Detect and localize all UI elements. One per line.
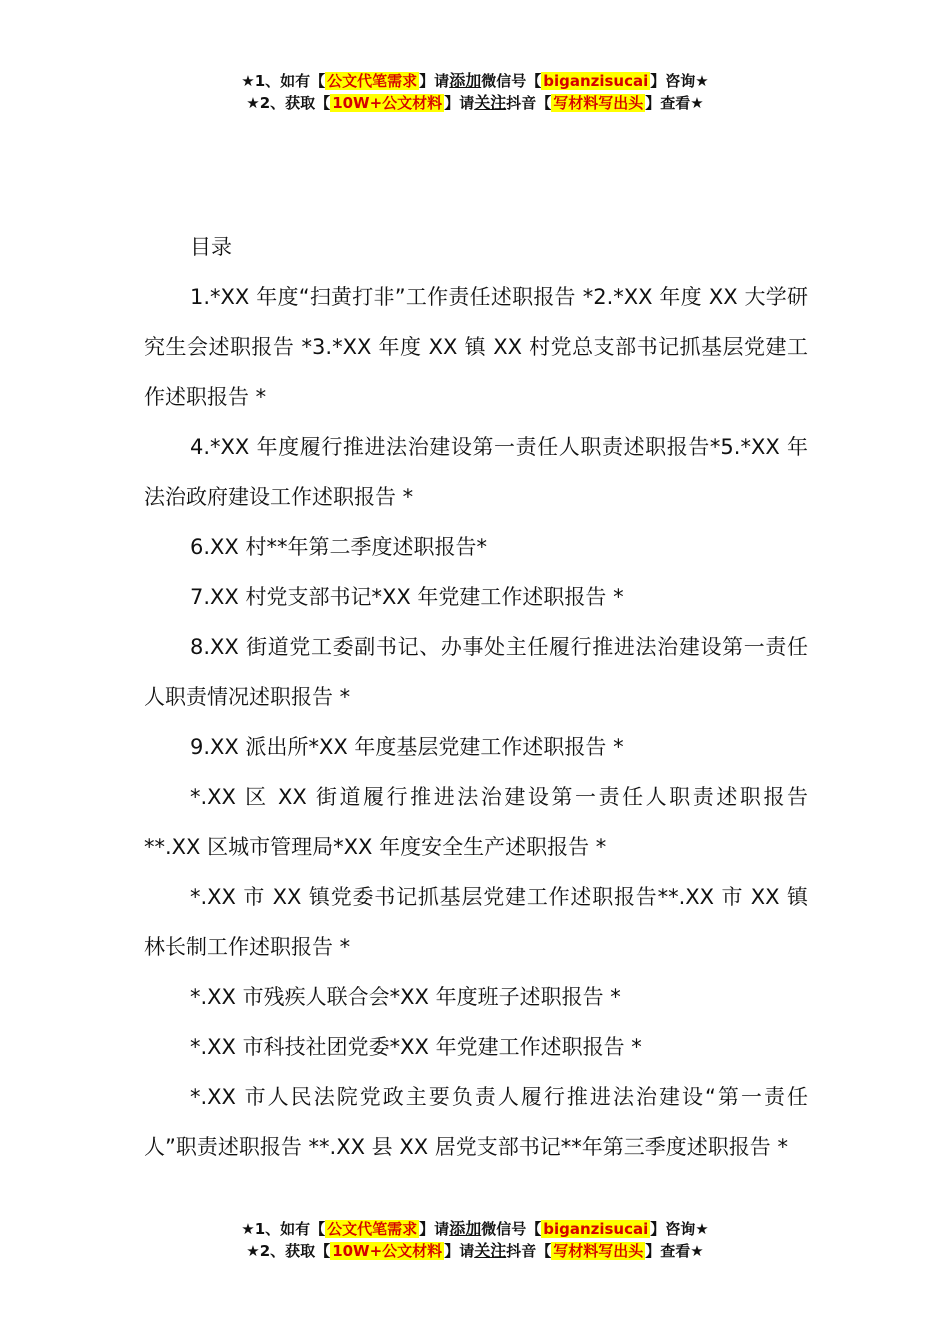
banner-text: 微信号【 — [481, 72, 542, 90]
banner-text: 抖音【 — [506, 1242, 552, 1260]
banner-text: ★1、如有【 — [241, 72, 326, 90]
toc-item: *.XX 市人民法院党政主要负责人履行推进法治建设“第一责任人”职责述职报告 **.XX 县 XX 居党支部书记**年第三季度述职报告 * — [144, 1085, 808, 1159]
toc-item: *.XX 市残疾人联合会*XX 年度班子述职报告 * — [190, 985, 621, 1009]
banner-line-1 — [0, 1218, 950, 1240]
underlined-add: 添加 — [449, 1219, 482, 1238]
toc-item: 7.XX 村党支部书记*XX 年党建工作述职报告 * — [190, 585, 624, 609]
banner-text: 】咨询★ — [650, 1220, 709, 1238]
underlined-add: 添加 — [449, 71, 482, 90]
banner-line-1 — [0, 70, 950, 92]
highlight-wechat-id: biganzisucai — [543, 1220, 649, 1238]
toc-item: 8.XX 街道党工委副书记、办事处主任履行推进法治建设第一责任人职责情况述职报告 * — [144, 635, 808, 709]
banner-text: 】咨询★ — [650, 72, 709, 90]
highlight-service: 公文代笔需求 — [327, 72, 418, 90]
banner-text: 微信号【 — [481, 1220, 542, 1238]
toc-item: *.XX 区 XX 街道履行推进法治建设第一责任人职责述职报告 **.XX 区城市管理局*XX 年度安全生产述职报告 * — [144, 785, 808, 859]
header-banner — [0, 70, 950, 114]
banner-text: 】请 — [419, 1220, 450, 1238]
toc-item: 6.XX 村**年第二季度述职报告* — [190, 535, 487, 559]
toc-heading: 目录 — [190, 235, 232, 259]
banner-text: ★2、获取【 — [246, 94, 331, 112]
highlight-douyin: 写材料写出头 — [553, 94, 644, 112]
banner-text: 】请 — [419, 72, 450, 90]
highlight-douyin: 写材料写出头 — [553, 1242, 644, 1260]
banner-text: ★1、如有【 — [241, 1220, 326, 1238]
banner-text: 】请 — [444, 94, 475, 112]
banner-text: ★2、获取【 — [246, 1242, 331, 1260]
banner-text: 】请 — [444, 1242, 475, 1260]
toc-item: *.XX 市 XX 镇党委书记抓基层党建工作述职报告**.XX 市 XX 镇林长制工作述职报告 * — [144, 885, 808, 959]
underlined-follow: 关注 — [474, 93, 507, 112]
toc-item: 1.*XX 年度“扫黄打非”工作责任述职报告 *2.*XX 年度 XX 大学研究生会述职报告 *3.*XX 年度 XX 镇 XX 村党总支部书记抓基层党建工作述职报告 * — [144, 285, 808, 409]
toc-item: 9.XX 派出所*XX 年度基层党建工作述职报告 * — [190, 735, 624, 759]
document-body — [144, 222, 808, 1172]
highlight-wechat-id: biganzisucai — [543, 72, 649, 90]
banner-line-2 — [0, 1240, 950, 1262]
banner-text: 】查看★ — [645, 94, 704, 112]
highlight-materials: 10W+公文材料 — [332, 1242, 443, 1260]
underlined-follow: 关注 — [474, 1241, 507, 1260]
banner-line-2 — [0, 92, 950, 114]
footer-banner — [0, 1218, 950, 1262]
banner-text: 】查看★ — [645, 1242, 704, 1260]
highlight-materials: 10W+公文材料 — [332, 94, 443, 112]
toc-item: 4.*XX 年度履行推进法治建设第一责任人职责述职报告*5.*XX 年法治政府建设工作述职报告 * — [144, 435, 808, 509]
highlight-service: 公文代笔需求 — [327, 1220, 418, 1238]
banner-text: 抖音【 — [506, 94, 552, 112]
toc-item: *.XX 市科技社团党委*XX 年党建工作述职报告 * — [190, 1035, 642, 1059]
